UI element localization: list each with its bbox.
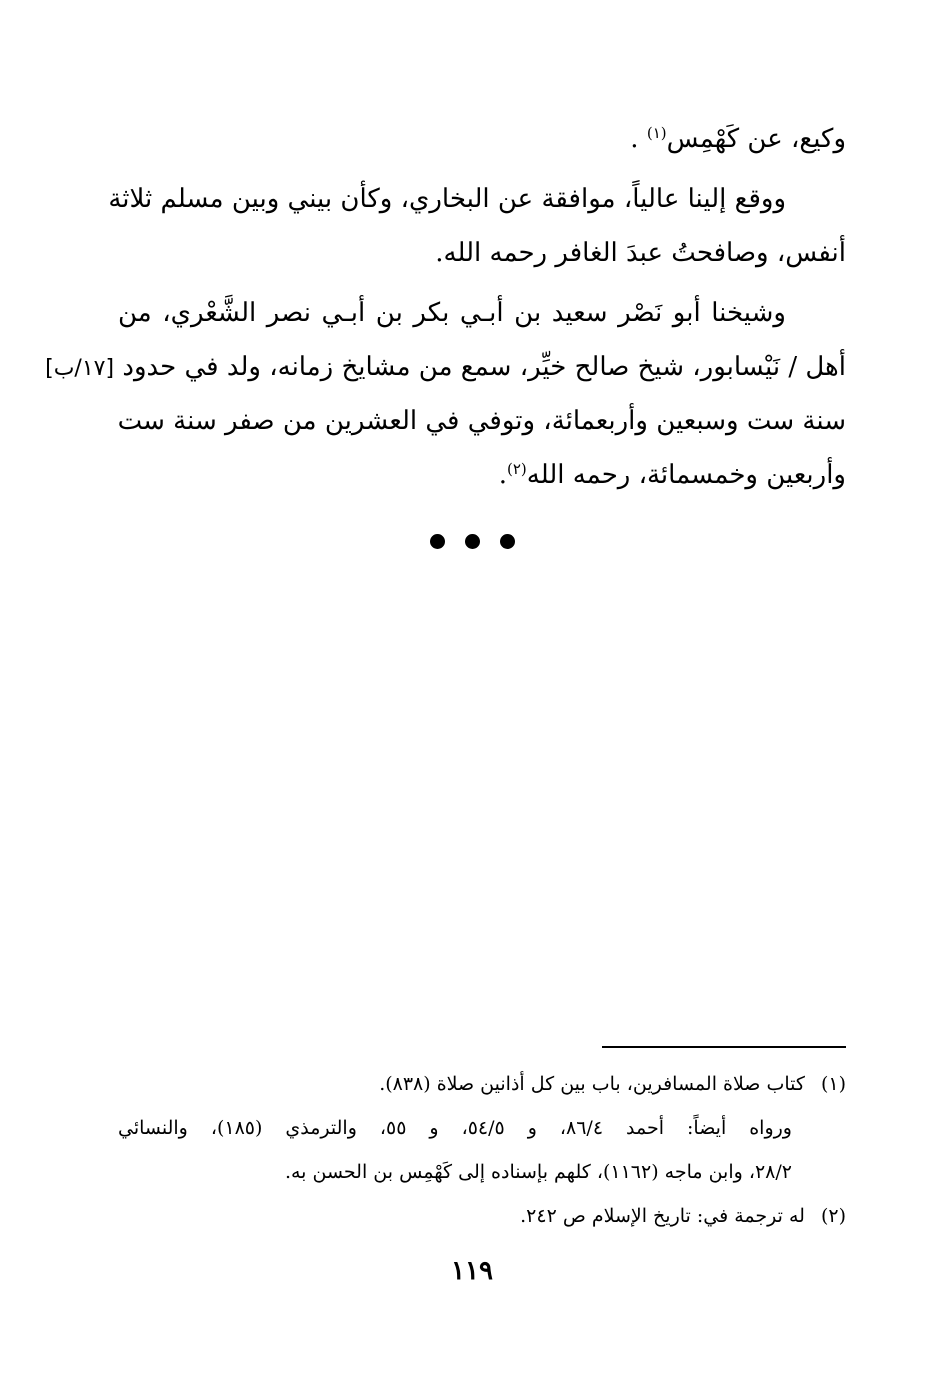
text-run: وكيع، عن كَهْمِس [666, 124, 846, 154]
footnote-ref: (٢) [507, 460, 527, 478]
footnote-number: (٢) [820, 1205, 846, 1227]
footnote-number: (١) [820, 1073, 846, 1095]
footnote-line: ورواه أيضاً: أحمد ٨٦/٤، و ٥٤/٥، و ٥٥، والترمذي (١٨٥)، والنسائي [118, 1117, 792, 1139]
text-run: . [498, 460, 507, 490]
footnote-line [118, 1194, 846, 1238]
text-run: وأربعين وخمسمائة، رحمه الله [526, 460, 846, 490]
footnote-ref: (١) [646, 124, 667, 142]
footnote-text: كتاب صلاة المسافرين، باب بين كل أذانين صلاة (٨٣٨). [379, 1073, 805, 1095]
footnote-line [118, 1062, 846, 1106]
dot-icon [500, 534, 515, 549]
text-line: وشيخنا أبو نَصْر سعيد بن أبـي بكر بن أبـي نصر الشَّعْري، من [118, 298, 786, 328]
text-run: . [630, 124, 639, 154]
text-line [118, 448, 846, 502]
page-number: ١١٩ [451, 1256, 493, 1286]
section-divider-dots [0, 534, 944, 553]
footnote-text: له ترجمة في: تاريخ الإسلام ص ٢٤٢. [520, 1205, 805, 1227]
main-text [45, 112, 846, 502]
dot-icon [465, 534, 480, 549]
footnote-separator [602, 1046, 846, 1048]
text-line [118, 112, 846, 166]
text-line: أنفس، وصافحتُ عبدَ الغافر رحمه الله. [435, 238, 846, 268]
text-line: ووقع إلينا عالياً، موافقة عن البخاري، وكأن بيني وبين مسلم ثلاثة [108, 184, 786, 214]
text-line: سنة ست وسبعين وأربعمائة، وتوفي في العشرين من صفر سنة ست [117, 406, 846, 436]
manuscript-folio-marker: [١٧/ب] [45, 356, 115, 381]
footnotes [118, 1062, 846, 1238]
footnote-line: ٢٨/٢، وابن ماجه (١١٦٢)، كلهم بإسناده إلى كَهْمِس بن الحسن به. [284, 1161, 792, 1183]
text-line [45, 340, 846, 394]
dot-icon [430, 534, 445, 549]
text-run: أهل / نَيْسابور، شيخ صالح خيِّر، سمع من مشايخ زمانه، ولد في حدود [122, 352, 846, 382]
